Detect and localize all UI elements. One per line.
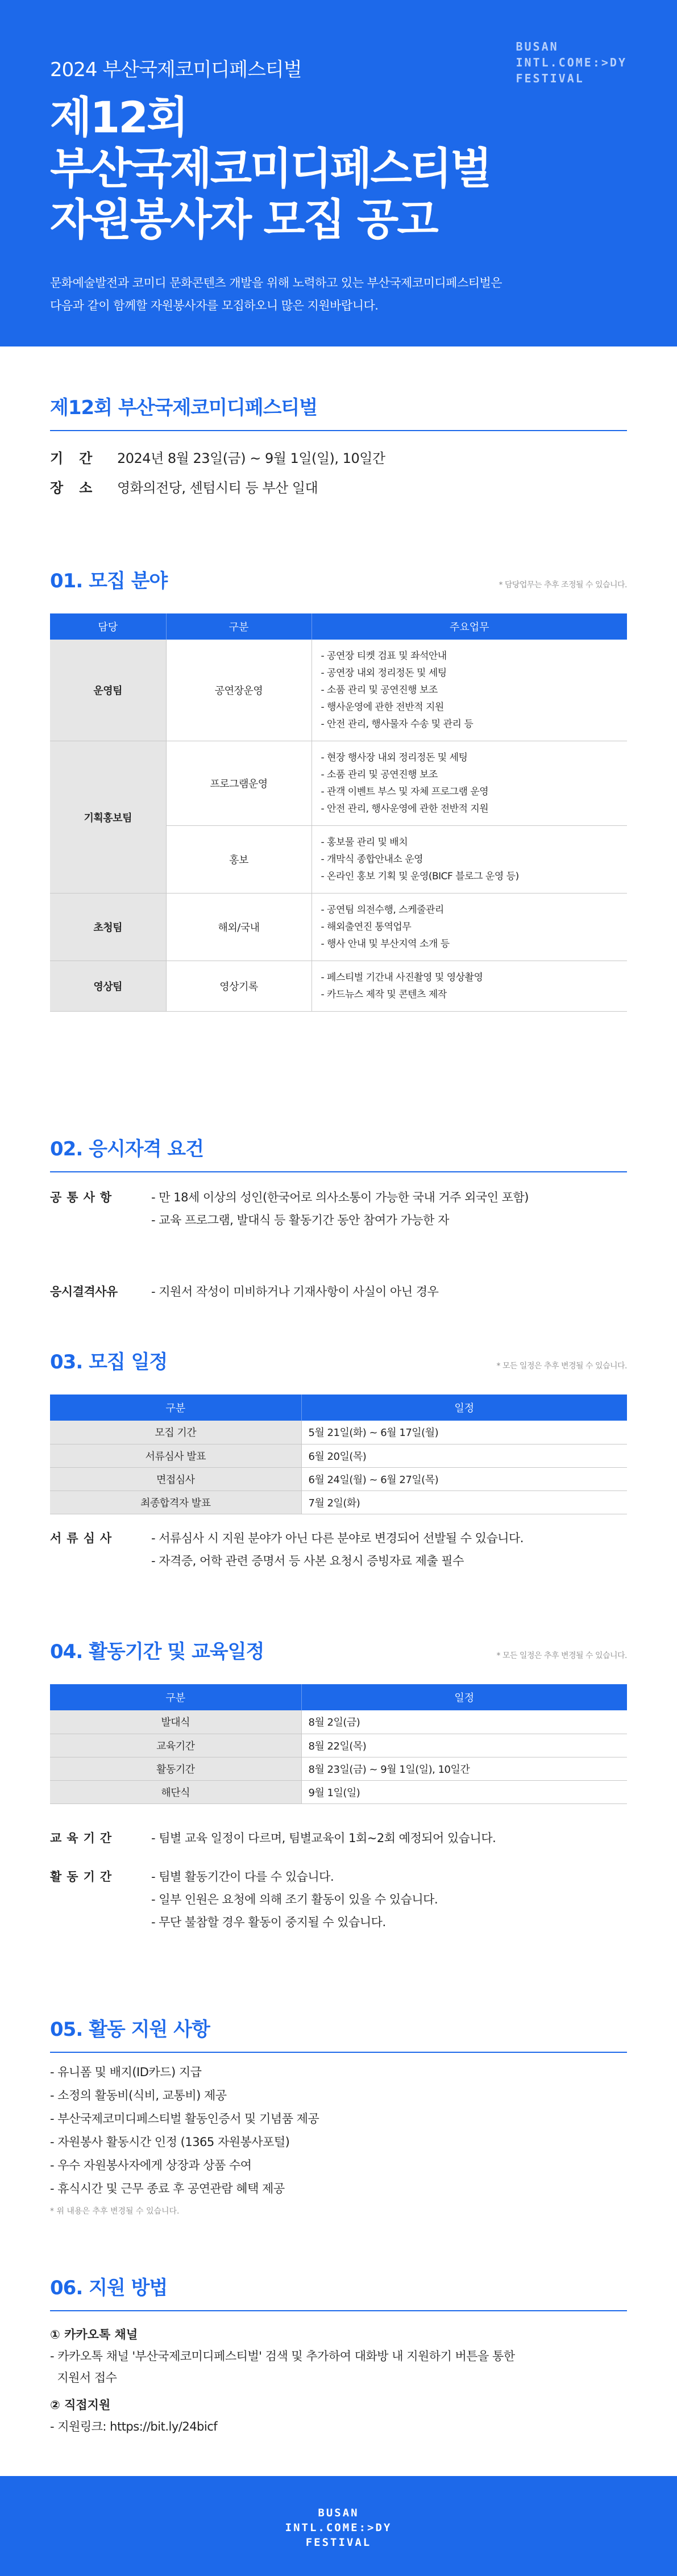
table-value: 9월 1일(일) [301,1780,627,1803]
table-row [50,640,627,741]
table-value: 8월 22일(목) [301,1734,627,1757]
section-note: * 담당업무는 추후 조정될 수 있습니다. [499,581,627,590]
apply-method-heading: ② 직접지원 [50,2398,111,2412]
table-header: 담당 [50,613,166,640]
table-key: 최종합격자 발표 [50,1491,301,1514]
qual-list [151,1527,524,1572]
section-title: 01. 모집 분야 [50,570,168,592]
table-key: 모집 기간 [50,1421,301,1444]
table-row [50,1710,627,1734]
qual-item: - 서류심사 시 지원 분야가 아닌 다른 분야로 변경되어 선발될 수 있습니다. [151,1531,524,1545]
table-row [50,1421,627,1444]
table-key: 교육기간 [50,1734,301,1757]
hero-title [50,92,677,245]
qual-list [151,1186,529,1231]
info-value: 영화의전당, 센텀시티 등 부산 일대 [117,480,318,496]
table-row [50,1444,627,1467]
apply-direct [50,2394,627,2437]
duty-cell [311,826,627,894]
disqualification [50,1280,627,1303]
schedule-section [50,1346,627,1572]
duty-item: - 소품 관리 및 공연진행 보조 [321,769,438,780]
duty-item: - 공연장 티켓 검표 및 좌석안내 [321,650,447,662]
qual-item: - 자격증, 어학 관련 증명서 등 사본 요청시 증빙자료 제출 필수 [151,1554,464,1568]
section-note: * 모든 일정은 추후 변경될 수 있습니다. [496,1651,627,1660]
duty-item: - 페스티벌 기간내 사진촬영 및 영상촬영 [321,972,483,983]
table-value: 5월 21일(화) ~ 6월 17일(월) [301,1421,627,1444]
qual-list [151,1827,496,1849]
education-period [50,1827,627,1849]
list-item: - 자원봉사 활동시간 인정 (1365 자원봉사포털) [50,2135,290,2149]
duty-item: - 홍보물 관리 및 배치 [321,837,408,848]
table-header: 주요업무 [311,613,627,640]
hero-subtitle: 2024 부산국제코미디페스티벌 [50,59,302,81]
category-cell: 프로그램운영 [166,741,311,826]
qual-label: 교육기간 [50,1831,117,1845]
common-requirements [50,1186,627,1231]
table-header: 구분 [50,1395,301,1421]
activity-table [50,1684,627,1804]
duty-item: - 행사운영에 관한 전반적 지원 [321,702,444,713]
apply-section [50,2272,627,2437]
overview-section [50,392,627,503]
section-note: * 모든 일정은 추후 변경될 수 있습니다. [496,1362,627,1371]
qual-label: 응시결격사유 [50,1285,118,1299]
duty-item: - 안전 관리, 행사운영에 관한 전반적 지원 [321,803,489,815]
duty-item: - 관객 이벤트 부스 및 자체 프로그램 운영 [321,786,489,798]
table-header: 일정 [301,1395,627,1421]
table-key: 서류심사 발표 [50,1444,301,1467]
table-row [50,741,627,826]
list-item: - 부산국제코미디페스티벌 활동인증서 및 기념품 제공 [50,2112,319,2126]
duty-item: - 해외출연진 통역업무 [321,921,412,933]
apply-text: - 카카오톡 채널 '부산국제코미디페스티벌' 검색 및 추가하여 대화방 내 지원하기 버튼을 통한 [50,2349,515,2363]
table-row [50,1734,627,1757]
team-cell: 기획홍보팀 [50,741,166,894]
table-row [50,961,627,1012]
table-header-row [50,613,627,640]
table-value: 8월 2일(금) [301,1710,627,1734]
document-screening [50,1527,627,1572]
section-title: 03. 모집 일정 [50,1351,168,1373]
qual-item: - 일부 인원은 요청에 의해 조기 활동이 있을 수 있습니다. [151,1892,438,1906]
logo-line: BUSAN [516,40,559,53]
info-label: 장소 [50,480,109,496]
hero-title-line: 제12회 [50,92,187,143]
apply-text: 지원서 접수 [50,2371,117,2385]
section-divider [50,2052,627,2053]
apply-method-heading: ① 카카오톡 채널 [50,2328,138,2341]
table-row [50,1491,627,1514]
table-header: 구분 [166,613,311,640]
qual-item: - 팀별 교육 일정이 다르며, 팀별교육이 1회~2회 예정되어 있습니다. [151,1831,496,1845]
duty-cell [311,894,627,961]
support-note: * 위 내용은 추후 변경될 수 있습니다. [50,2207,180,2216]
qual-item: - 팀별 활동기간이 다를 수 있습니다. [151,1869,334,1884]
duty-item: - 개막식 종합안내소 운영 [321,854,423,865]
logo-line: BUSAN [318,2507,359,2519]
table-row [50,1780,627,1803]
logo-line: FESTIVAL [516,72,584,85]
recruit-table [50,613,627,1012]
qual-label: 활동기간 [50,1869,117,1884]
list-item: - 우수 자원봉사자에게 상장과 상품 수여 [50,2159,252,2172]
category-cell: 홍보 [166,826,311,894]
section-divider [50,1171,627,1172]
section-title: 02. 응시자격 요건 [50,1138,203,1160]
qual-list [151,1280,438,1303]
team-cell: 운영팀 [50,640,166,741]
hero-description: 문화예술발전과 코미디 문화콘텐츠 개발을 위해 노력하고 있는 부산국제코미디페스티벌은 다음과 같이 함께할 자원봉사자를 모집하오니 많은 지원바랍니다. [50,276,502,312]
table-header: 구분 [50,1684,301,1710]
duty-cell [311,640,627,741]
duty-item: - 공연장 내외 정리정돈 및 세팅 [321,667,447,679]
category-cell: 영상기록 [166,961,311,1012]
duty-cell [311,741,627,826]
table-header-row [50,1395,627,1421]
section-title: 04. 활동기간 및 교육일정 [50,1640,264,1663]
duty-cell [311,961,627,1012]
table-header: 일정 [301,1684,627,1710]
table-key: 해단식 [50,1780,301,1803]
recruit-fields-section [50,565,627,1012]
info-value: 2024년 8월 23일(금) ~ 9월 1일(일), 10일간 [117,450,385,466]
duty-item: - 행사 안내 및 부산지역 소개 등 [321,938,450,950]
qual-item: - 무단 불참할 경우 활동이 중지될 수 있습니다. [151,1915,386,1929]
hero-title-line: 부산국제코미디페스티벌 [50,143,491,194]
category-cell: 공연장운영 [166,640,311,741]
table-key: 면접심사 [50,1467,301,1491]
section-divider [50,430,627,431]
info-row-venue [50,473,627,503]
section-title: 05. 활동 지원 사항 [50,2018,210,2041]
list-item: - 소정의 활동비(식비, 교통비) 제공 [50,2089,227,2102]
list-item: - 휴식시간 및 근무 종료 후 공연관람 혜택 제공 [50,2182,285,2195]
hero-header [0,0,677,346]
table-header-row [50,1684,627,1710]
qual-label: 서류심사 [50,1531,117,1545]
footer [0,2476,677,2576]
schedule-table [50,1395,627,1514]
duty-item: - 온라인 홍보 기획 및 운영(BICF 블로그 운영 등) [321,871,519,882]
table-row [50,1467,627,1491]
activity-section [50,1636,627,1934]
support-section [50,2014,627,2216]
overview-title: 제12회 부산국제코미디페스티벌 [50,396,318,419]
info-row-period [50,444,627,473]
section-title: 06. 지원 방법 [50,2277,168,2299]
logo-line: INTL.COME:>DY [285,2521,392,2534]
team-cell: 초청팀 [50,894,166,961]
table-value: 7월 2일(화) [301,1491,627,1514]
apply-link[interactable]: - 지원링크: https://bit.ly/24bicf [50,2420,218,2433]
qual-item: - 교육 프로그램, 발대식 등 활동기간 동안 참여가 가능한 자 [151,1213,449,1227]
table-row [50,1757,627,1780]
table-key: 발대식 [50,1710,301,1734]
duty-item: - 카드뉴스 제작 및 콘텐츠 제작 [321,989,447,1000]
table-value: 8월 23일(금) ~ 9월 1일(일), 10일간 [301,1757,627,1780]
footer-logo [0,2506,677,2550]
team-cell: 영상팀 [50,961,166,1012]
activity-period [50,1865,627,1934]
qual-item: - 지원서 작성이 미비하거나 기재사항이 사실이 아닌 경우 [151,1285,439,1299]
duty-item: - 현장 행사장 내외 정리정돈 및 세팅 [321,752,468,763]
qual-list [151,1865,438,1934]
category-cell: 해외/국내 [166,894,311,961]
table-row [50,894,627,961]
qualifications-section [50,1133,627,1303]
table-value: 6월 20일(목) [301,1444,627,1467]
festival-logo [516,39,627,86]
apply-kakao [50,2324,627,2389]
table-value: 6월 24일(월) ~ 6월 27일(목) [301,1467,627,1491]
qual-label: 공통사항 [50,1191,117,1204]
overview-info [50,444,627,503]
logo-line: INTL.COME:>DY [516,56,627,69]
duty-item: - 소품 관리 및 공연진행 보조 [321,684,438,696]
duty-item: - 공연팀 의전수행, 스케줄관리 [321,904,444,916]
duty-item: - 안전 관리, 행사물자 수송 및 관리 등 [321,719,474,730]
support-list [50,2061,627,2201]
table-key: 활동기간 [50,1757,301,1780]
logo-line: FESTIVAL [305,2536,372,2549]
section-divider [50,2310,627,2311]
list-item: - 유니폼 및 배지(ID카드) 지급 [50,2065,202,2079]
hero-title-line: 자원봉사자 모집 공고 [50,194,437,245]
info-label: 기간 [50,450,109,466]
qual-item: - 만 18세 이상의 성인(한국어로 의사소통이 가능한 국내 거주 외국인 포함) [151,1191,529,1204]
